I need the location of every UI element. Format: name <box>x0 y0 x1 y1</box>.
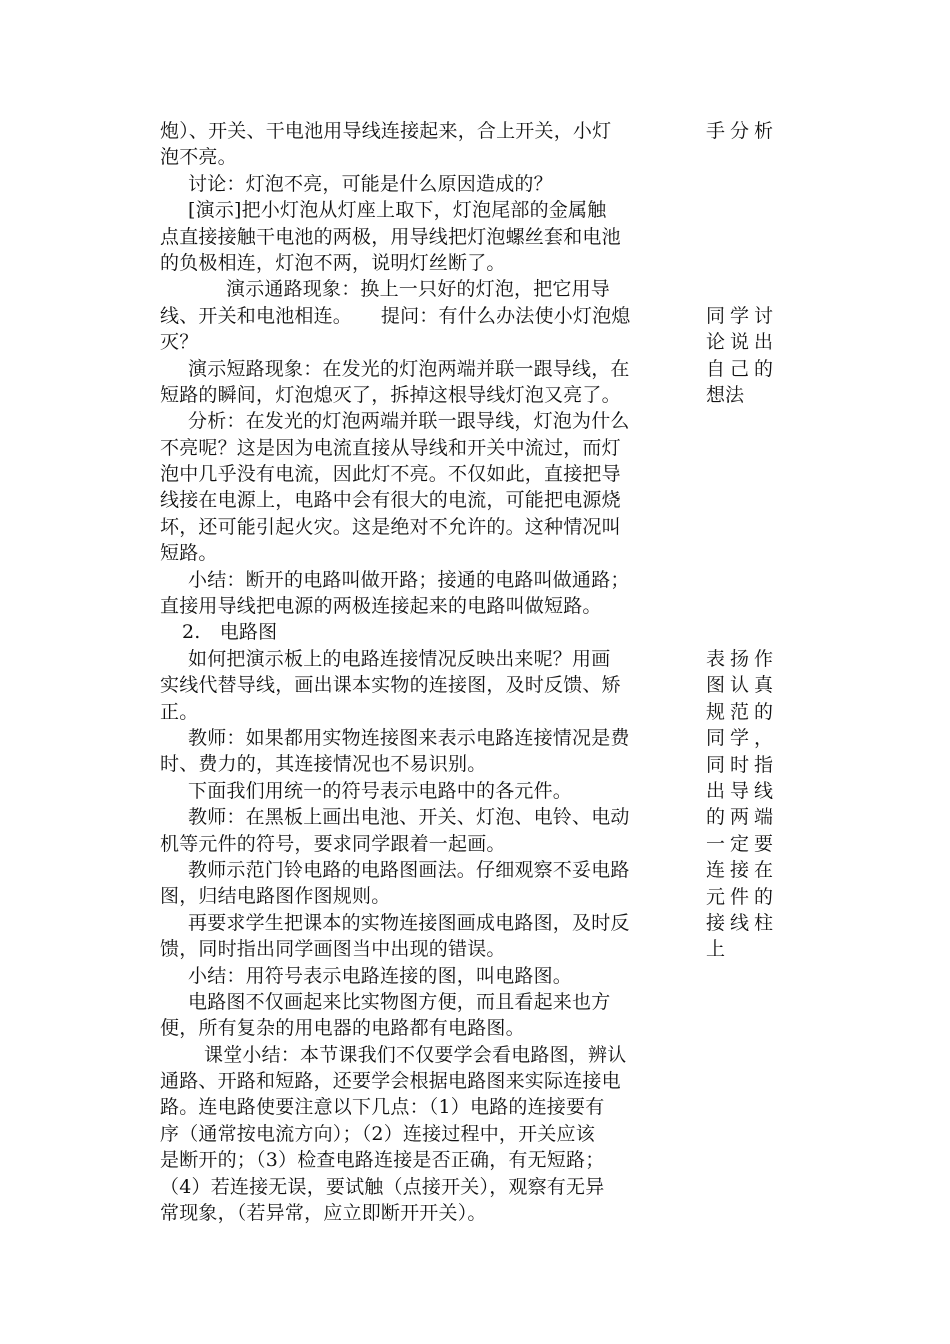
text-line: 分析：在发光的灯泡两端并联一跟导线，灯泡为什么 <box>188 410 630 433</box>
text-line: 通路、开路和短路，还要学会根据电路图来实际连接电 <box>160 1070 621 1093</box>
side-note-line: 自己的 <box>706 357 779 380</box>
text-line: 常现象，（若异常，应立即断开开关）。 <box>160 1202 487 1225</box>
text-line: 讨论：灯泡不亮，可能是什么原因造成的？ <box>188 172 553 195</box>
side-note-line: 接线柱 <box>706 911 779 934</box>
text-line: 下面我们用统一的符号表示电路中的各元件。 <box>188 779 573 802</box>
lesson-body-column <box>160 118 692 1226</box>
side-note-line: 表扬作 <box>706 648 779 670</box>
side-note-line: 图认真 <box>706 674 779 697</box>
side-note <box>706 303 788 409</box>
side-note-line: 上 <box>706 938 726 961</box>
side-note-line: 手分析 <box>706 120 779 142</box>
text-line: 时、费力的，其连接情况也不易识别。 <box>160 753 487 776</box>
text-line: 小结：用符号表示电路连接的图，叫电路图。 <box>188 964 573 987</box>
text-line: 演示短路现象：在发光的灯泡两端并联一跟导线，在 <box>188 357 630 380</box>
text-line: 再要求学生把课本的实物连接图画成电路图，及时反 <box>188 911 630 934</box>
text-line: 灭？ <box>160 331 199 354</box>
text-line: 教师：如果都用实物连接图来表示电路连接情况是费 <box>188 726 630 749</box>
side-note-line: 规范的 <box>706 700 779 723</box>
side-note-line: 元件的 <box>706 885 779 908</box>
side-note <box>706 118 788 144</box>
text-line: 是断开的；（3）检查电路连接是否正确，有无短路； <box>160 1149 605 1172</box>
text-line: 课堂小结：本节课我们不仅要学会看电路图，辨认 <box>204 1043 627 1066</box>
text-line: 教师：在黑板上画出电池、开关、灯泡、电铃、电动 <box>188 806 630 829</box>
side-note-line: 同学讨 <box>706 304 779 327</box>
side-note-line: 同学， <box>706 727 779 750</box>
text-line: 直接用导线把电源的两极连接起来的电路叫做短路。 <box>160 595 602 618</box>
side-note <box>706 646 788 963</box>
text-line: 馈，同时指出同学画图当中出现的错误。 <box>160 938 506 961</box>
text-line: 正。 <box>160 700 199 723</box>
text-line: 2. 电路图 <box>182 621 278 644</box>
text-line: 小结：断开的电路叫做开路；接通的电路叫做通路； <box>188 568 630 591</box>
text-line: 序（通常按电流方向）；（2）连接过程中，开关应该 <box>160 1122 595 1145</box>
text-line: 教师示范门铃电路的电路图画法。仔细观察不妥电路 <box>188 858 630 881</box>
side-note-line: 出导线 <box>706 779 779 802</box>
text-line: 短路的瞬间，灯泡熄灭了，拆掉这根导线灯泡又亮了。 <box>160 383 621 406</box>
text-line: 炮）、开关、干电池用导线连接起来，合上开关，小灯 <box>160 120 612 142</box>
text-line: 实线代替导线，画出课本实物的连接图，及时反馈、矫 <box>160 674 621 697</box>
text-line: 电路图不仅画起来比实物图方便，而且看起来也方 <box>188 990 611 1013</box>
text-line: 演示通路现象：换上一只好的灯泡，把它用导 <box>226 278 611 301</box>
text-line: 图，归结电路图作图规则。 <box>160 885 391 908</box>
text-line: 线接在电源上，电路中会有很大的电流，可能把电源烧 <box>160 489 621 512</box>
text-line: 泡不亮。 <box>160 146 237 169</box>
side-note-line: 论说出 <box>706 331 779 354</box>
text-line: 如何把演示板上的电路连接情况反映出来呢？用画 <box>188 647 611 670</box>
text-line: 路。连电路使要注意以下几点：（1）电路的连接要有 <box>160 1096 605 1119</box>
text-line: （4）若连接无误，要试触（点接开关），观察有无异 <box>160 1175 605 1198</box>
text-line: 线、开关和电池相连。 提问：有什么办法使小灯泡熄 <box>160 304 631 327</box>
text-line: 坏，还可能引起火灾。这是绝对不允许的。这种情况叫 <box>160 515 621 538</box>
side-note-line: 的两端 <box>706 806 779 829</box>
side-note-line: 同时指 <box>706 753 779 776</box>
side-note-line: 想法 <box>706 383 745 406</box>
side-note-line: 连接在 <box>706 859 779 882</box>
text-line: 的负极相连，灯泡不两，说明灯丝断了。 <box>160 251 506 274</box>
text-line: [演示]把小灯泡从灯座上取下，灯泡尾部的金属触 <box>188 199 607 222</box>
text-line: 点直接接触干电池的两极，用导线把灯泡螺丝套和电池 <box>160 225 621 248</box>
text-line: 泡中几乎没有电流，因此灯不亮。不仅如此，直接把导 <box>160 463 621 486</box>
text-line: 短路。 <box>160 542 218 565</box>
side-note-line: 一定要 <box>706 832 779 855</box>
text-line: 便，所有复杂的用电器的电路都有电路图。 <box>160 1017 525 1040</box>
text-line: 不亮呢？这是因为电流直接从导线和开关中流过，而灯 <box>160 436 621 459</box>
text-line: 机等元件的符号，要求同学跟着一起画。 <box>160 832 506 855</box>
